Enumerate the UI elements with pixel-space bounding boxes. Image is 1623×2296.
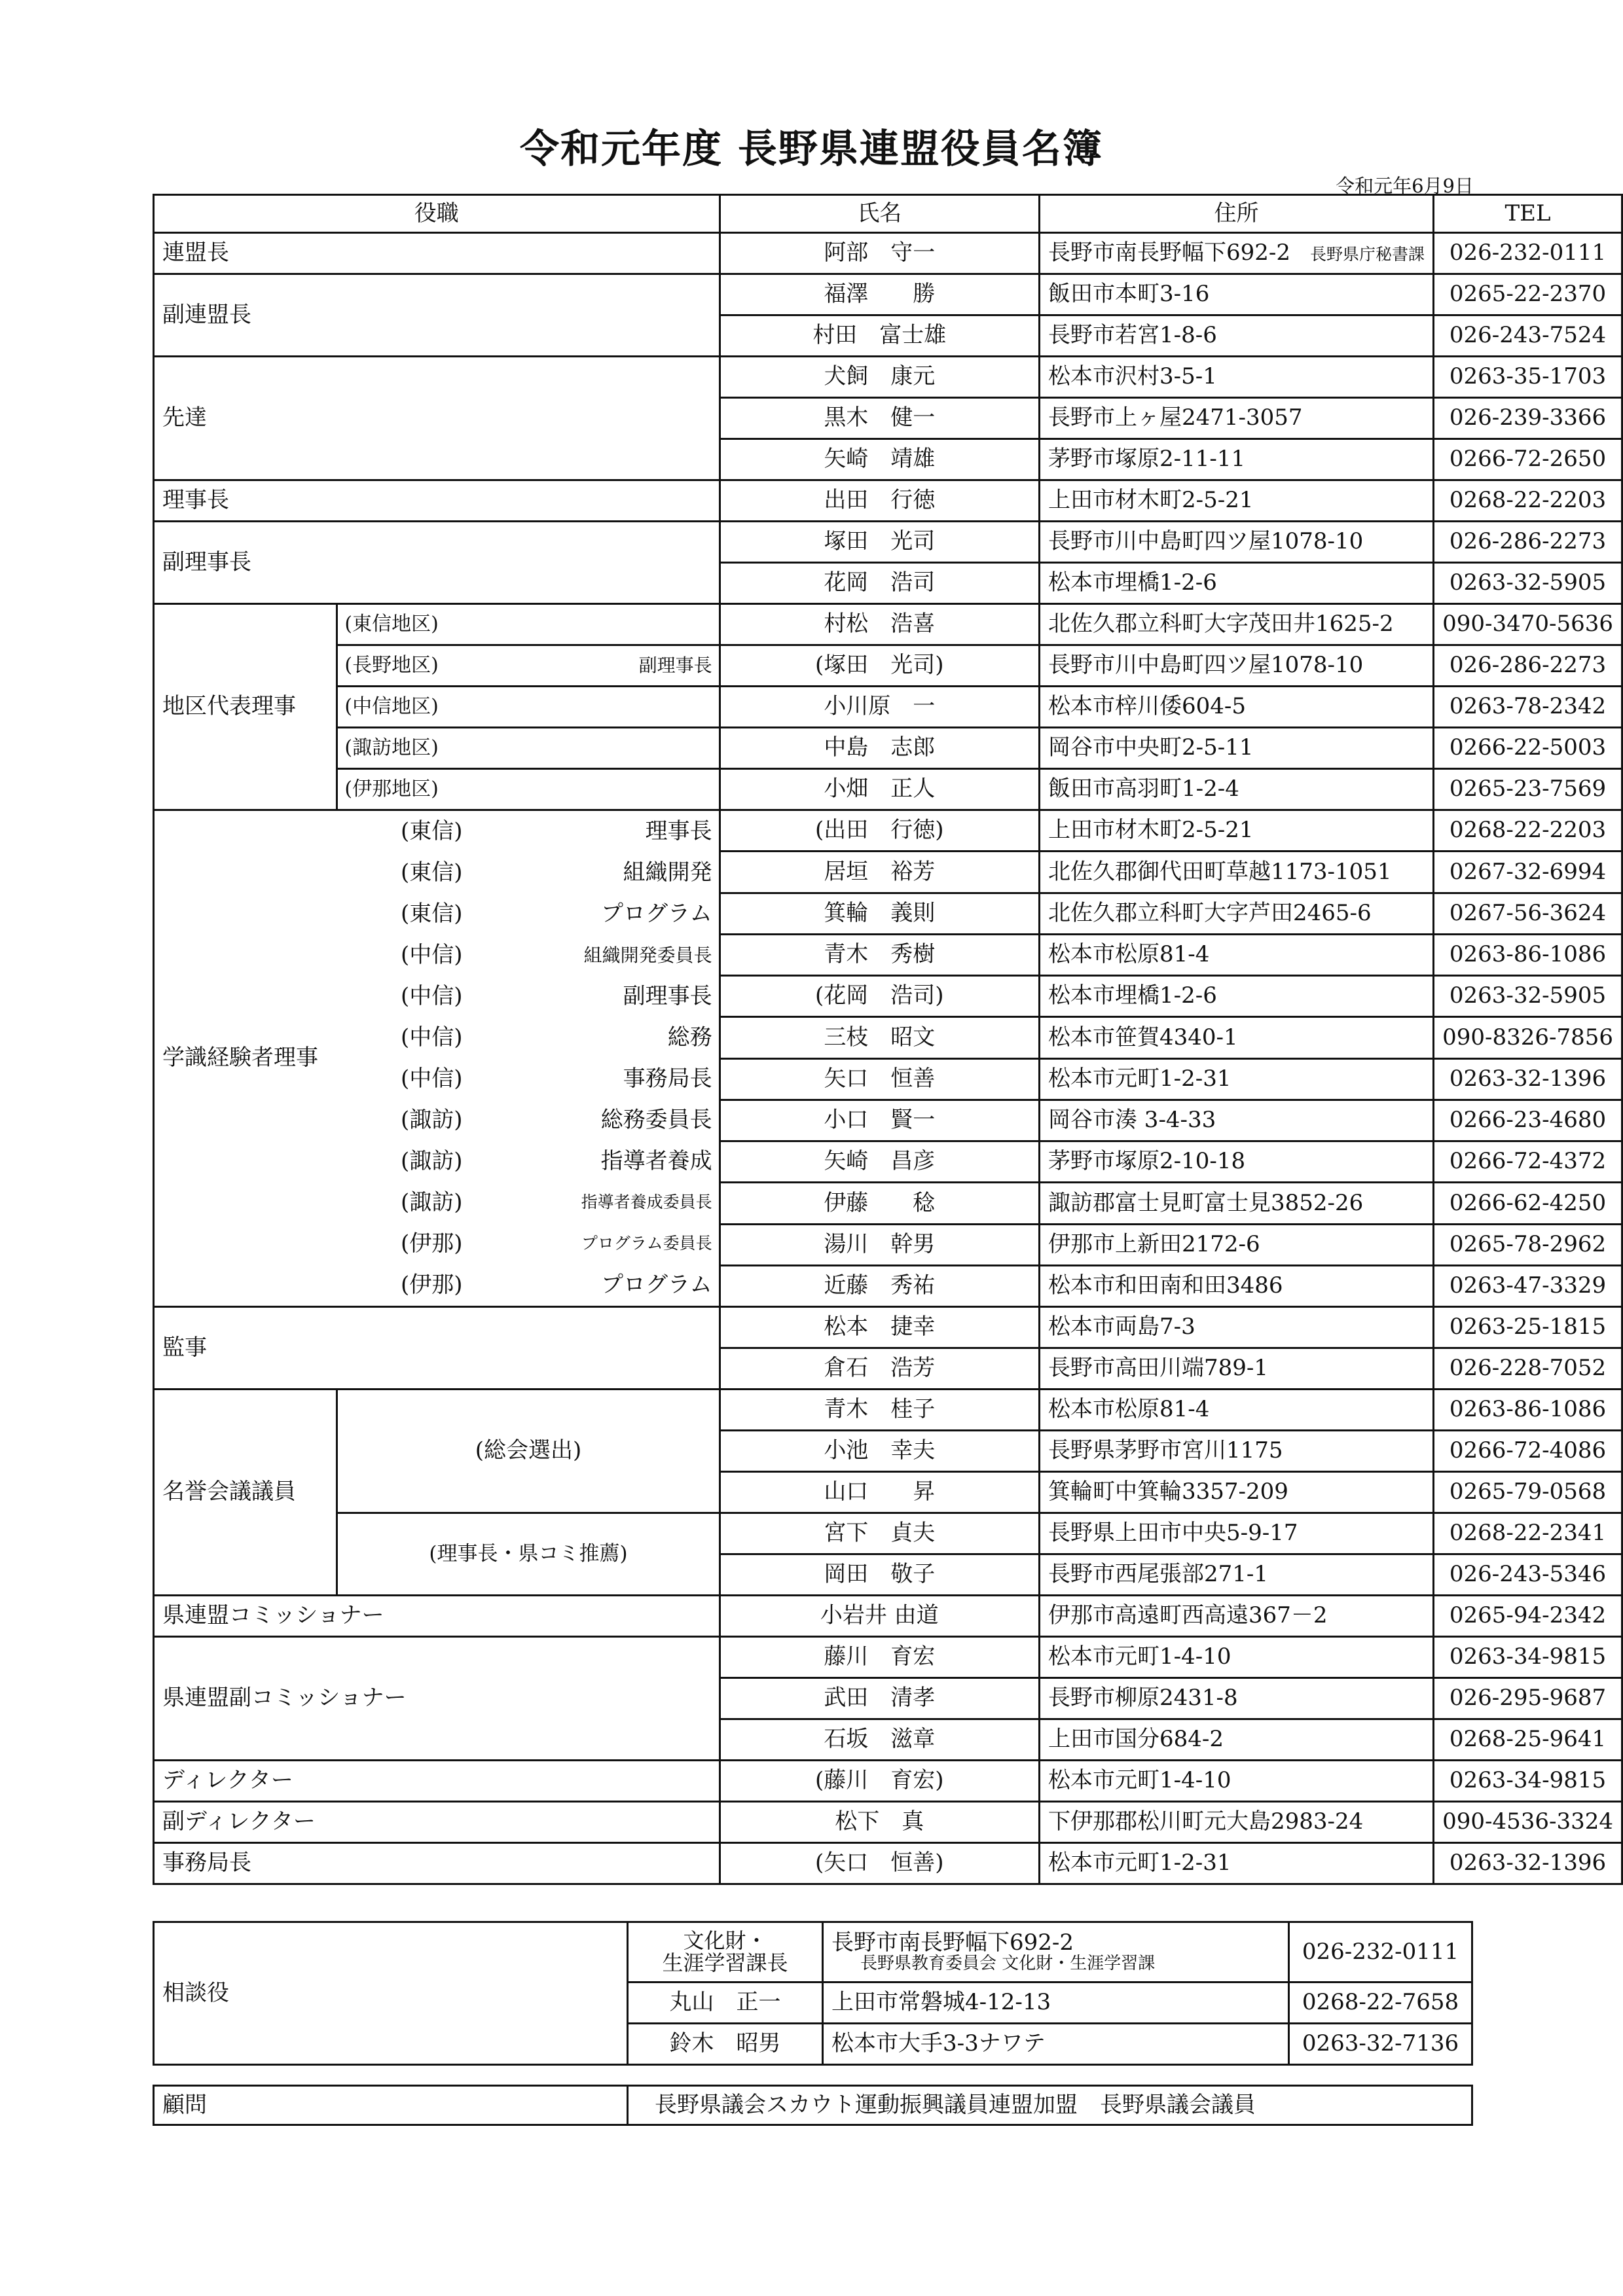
list-item xyxy=(359,893,719,935)
table-row xyxy=(154,233,1622,274)
tel-cell: 0265-22-2370 xyxy=(1434,274,1622,315)
academic-role-cell xyxy=(154,810,720,1307)
list-item xyxy=(359,1058,719,1100)
name-cell: 鈴木 昭男 xyxy=(628,2024,823,2065)
name-cell: 小川原 一 xyxy=(720,687,1039,728)
name-cell: 出田 行徳 xyxy=(720,480,1039,522)
address-cell: 長野市川中島町四ツ屋1078-10 xyxy=(1040,645,1434,687)
header-address: 住所 xyxy=(1040,195,1434,233)
position-label: プログラム委員長 xyxy=(581,1234,712,1253)
address-note: 長野県教育委員会 文化財・生涯学習課 xyxy=(860,1953,1156,1973)
address-cell: 長野市川中島町四ツ屋1078-10 xyxy=(1040,522,1434,563)
district-label: (東信地区) xyxy=(344,613,439,636)
tel-cell: 0263-86-1086 xyxy=(1434,934,1622,975)
name-cell: 近藤 秀祐 xyxy=(720,1265,1039,1306)
list-item xyxy=(359,1100,719,1141)
table-row xyxy=(154,357,1622,398)
table-row xyxy=(154,769,1622,810)
page-title: 令和元年度 長野県連盟役員名簿 xyxy=(520,126,1103,172)
address-cell: 長野県上田市中央5-9-17 xyxy=(1040,1513,1434,1554)
name-cell: 村田 富士雄 xyxy=(720,315,1039,357)
tel-cell: 0268-22-2341 xyxy=(1434,1513,1622,1554)
name-cell: 箕輪 義則 xyxy=(720,893,1039,934)
address-cell: 松本市元町1-2-31 xyxy=(1040,1058,1434,1100)
role-label: 地区代表理事 xyxy=(154,604,337,810)
name-cell: 文化財・ 生涯学習課長 xyxy=(628,1922,823,1982)
address-cell: 上田市常磐城4-12-13 xyxy=(823,1982,1289,2024)
address-cell: 茅野市塚原2-11-11 xyxy=(1040,439,1434,480)
role-label: 理事長 xyxy=(154,480,720,522)
tel-cell: 090-3470-5636 xyxy=(1434,604,1622,645)
address-cell: 松本市埋橋1-2-6 xyxy=(1040,563,1434,604)
table-row xyxy=(154,728,1622,769)
name-cell: 花岡 浩司 xyxy=(720,563,1039,604)
address-cell: 上田市材木町2-5-21 xyxy=(1040,810,1434,852)
name-cell: 矢崎 昌彦 xyxy=(720,1141,1039,1183)
name-cell: 阿部 守一 xyxy=(720,233,1039,274)
position-label: 副理事長 xyxy=(623,982,712,1009)
table-row xyxy=(154,2086,1472,2125)
name-cell: 青木 秀樹 xyxy=(720,934,1039,975)
tel-cell: 0263-78-2342 xyxy=(1434,687,1622,728)
address-cell: 北佐久郡立科町大字茂田井1625-2 xyxy=(1040,604,1434,645)
table-row xyxy=(154,1802,1622,1843)
address-cell: 松本市梓川倭604-5 xyxy=(1040,687,1434,728)
tel-cell: 0265-94-2342 xyxy=(1434,1596,1622,1637)
list-item xyxy=(359,935,719,976)
list-item xyxy=(359,1182,719,1223)
position-label: 総務委員長 xyxy=(600,1106,712,1133)
address-cell: 松本市沢村3-5-1 xyxy=(1040,357,1434,398)
role-label: 監事 xyxy=(154,1307,720,1390)
district-cell xyxy=(337,604,720,645)
academic-subrole-list xyxy=(359,811,719,1306)
tel-cell: 026-239-3366 xyxy=(1434,398,1622,439)
tel-cell: 0265-79-0568 xyxy=(1434,1472,1622,1513)
address-cell: 伊那市高遠町西高遠367－2 xyxy=(1040,1596,1434,1637)
table-row xyxy=(154,522,1622,563)
name-cell: 福澤 勝 xyxy=(720,274,1039,315)
district-cell xyxy=(337,769,720,810)
position-label: プログラム xyxy=(600,1271,712,1298)
table-row xyxy=(154,1596,1622,1637)
name-cell: 丸山 正一 xyxy=(628,1982,823,2024)
position-label: 理事長 xyxy=(645,817,712,844)
table-row xyxy=(154,1637,1622,1678)
tel-cell: 026-286-2273 xyxy=(1434,522,1622,563)
position-label: 組織開発委員長 xyxy=(583,944,712,966)
tel-cell: 090-8326-7856 xyxy=(1434,1017,1622,1058)
tel-cell: 0266-22-5003 xyxy=(1434,728,1622,769)
address-text: 長野市南長野幅下692-2 xyxy=(831,1929,1074,1956)
position-label: 指導者養成委員長 xyxy=(581,1193,712,1212)
name-cell: 小岩井 由道 xyxy=(720,1596,1039,1637)
district-label: (伊那地区) xyxy=(344,778,439,801)
district-label: (東信) xyxy=(401,817,463,844)
role-label: 副ディレクター xyxy=(154,1802,720,1843)
role-label: 顧問 xyxy=(154,2086,628,2125)
role-label: 県連盟副コミッショナー xyxy=(154,1637,720,1761)
tel-cell: 0266-72-4372 xyxy=(1434,1141,1622,1183)
address-cell: 松本市松原81-4 xyxy=(1040,934,1434,975)
tel-cell: 0263-32-7136 xyxy=(1289,2024,1472,2065)
role-label: 副理事長 xyxy=(154,522,720,604)
role-label: 事務局長 xyxy=(154,1843,720,1884)
tel-cell: 0267-56-3624 xyxy=(1434,893,1622,934)
name-cell: (花岡 浩司) xyxy=(720,976,1039,1017)
name-cell: 塚田 光司 xyxy=(720,522,1039,563)
name-cell: 青木 桂子 xyxy=(720,1390,1039,1431)
district-label: (伊那) xyxy=(401,1230,463,1257)
address-cell: 松本市和田南和田3486 xyxy=(1040,1265,1434,1306)
tel-cell: 0266-72-2650 xyxy=(1434,439,1622,480)
name-cell: 山口 昇 xyxy=(720,1472,1039,1513)
address-cell: 箕輪町中箕輪3357-209 xyxy=(1040,1472,1434,1513)
district-label: (諏訪) xyxy=(401,1189,463,1215)
komon-table xyxy=(153,2085,1473,2126)
district-label: (中信地区) xyxy=(344,695,439,719)
tel-cell: 0268-25-9641 xyxy=(1434,1719,1622,1761)
name-cell: 湯川 幹男 xyxy=(720,1224,1039,1265)
tel-cell: 026-228-7052 xyxy=(1434,1348,1622,1390)
name-cell: 武田 清孝 xyxy=(720,1678,1039,1719)
tel-cell: 0263-32-1396 xyxy=(1434,1058,1622,1100)
name-cell: 宮下 貞夫 xyxy=(720,1513,1039,1554)
table-row xyxy=(154,645,1622,687)
address-cell: 松本市両島7-3 xyxy=(1040,1307,1434,1348)
table-row xyxy=(154,1307,1622,1348)
tel-cell: 026-243-5346 xyxy=(1434,1554,1622,1596)
table-row xyxy=(154,1390,1622,1431)
tel-cell: 026-232-0111 xyxy=(1434,233,1622,274)
address-note: 長野県庁秘書課 xyxy=(1310,245,1425,264)
tel-cell: 0263-25-1815 xyxy=(1434,1307,1622,1348)
tel-cell: 0263-34-9815 xyxy=(1434,1637,1622,1678)
header-tel: TEL xyxy=(1434,195,1622,233)
role-label: 副連盟長 xyxy=(154,274,720,357)
address-cell: 長野市若宮1-8-6 xyxy=(1040,315,1434,357)
address-cell: 長野市上ヶ屋2471-3057 xyxy=(1040,398,1434,439)
name-cell: 三枝 昭文 xyxy=(720,1017,1039,1058)
role-label: 先達 xyxy=(154,357,720,480)
address-cell: 上田市材木町2-5-21 xyxy=(1040,480,1434,522)
role-label: 連盟長 xyxy=(154,233,720,274)
tel-cell: 0267-32-6994 xyxy=(1434,852,1622,893)
district-label: (中信) xyxy=(401,1024,463,1050)
name-cell: 石坂 滋章 xyxy=(720,1719,1039,1761)
name-cell: 岡田 敬子 xyxy=(720,1554,1039,1596)
table-row xyxy=(154,810,1622,852)
officer-table xyxy=(153,194,1623,1885)
table-header-row xyxy=(154,195,1622,233)
name-cell: 黒木 健一 xyxy=(720,398,1039,439)
address-cell: 諏訪郡富士見町富士見3852-26 xyxy=(1040,1183,1434,1224)
tel-cell: 0265-78-2962 xyxy=(1434,1224,1622,1265)
tel-cell: 0268-22-7658 xyxy=(1289,1982,1472,2024)
table-row xyxy=(154,604,1622,645)
tel-cell: 0263-34-9815 xyxy=(1434,1761,1622,1802)
district-label: (東信) xyxy=(401,900,463,927)
role-label: 名誉会議議員 xyxy=(154,1390,337,1596)
name-cell: (出田 行徳) xyxy=(720,810,1039,852)
district-label: (東信) xyxy=(401,859,463,886)
address-cell: 長野県茅野市宮川1175 xyxy=(1040,1431,1434,1472)
district-label: (諏訪) xyxy=(401,1106,463,1133)
address-cell: 北佐久郡御代田町草越1173-1051 xyxy=(1040,852,1434,893)
list-item xyxy=(359,1017,719,1058)
name-cell: 藤川 育宏 xyxy=(720,1637,1039,1678)
address-cell: 松本市元町1-2-31 xyxy=(1040,1843,1434,1884)
address-cell: 北佐久郡立科町大字芦田2465-6 xyxy=(1040,893,1434,934)
address-cell xyxy=(1040,233,1434,274)
tel-cell: 0263-32-5905 xyxy=(1434,976,1622,1017)
address-cell: 松本市埋橋1-2-6 xyxy=(1040,976,1434,1017)
name-cell: 矢口 恒善 xyxy=(720,1058,1039,1100)
role-label: 学識経験者理事 xyxy=(162,1045,318,1071)
komon-description: 長野県議会スカウト運動振興議員連盟加盟 長野県議会議員 xyxy=(628,2086,1472,2125)
district-label: (諏訪) xyxy=(401,1147,463,1174)
district-label: (長野地区) xyxy=(344,654,439,677)
table-row xyxy=(154,1761,1622,1802)
address-cell: 松本市元町1-4-10 xyxy=(1040,1637,1434,1678)
list-item xyxy=(359,852,719,893)
tel-cell: 026-286-2273 xyxy=(1434,645,1622,687)
header-role: 役職 xyxy=(154,195,720,233)
address-cell: 松本市元町1-4-10 xyxy=(1040,1761,1434,1802)
role-label: 相談役 xyxy=(154,1922,628,2065)
address-text: 長野市南長野幅下692-2 xyxy=(1048,240,1291,266)
table-row xyxy=(154,1843,1622,1884)
tel-cell: 0265-23-7569 xyxy=(1434,769,1622,810)
district-label: (中信) xyxy=(401,941,463,968)
name-cell: 村松 浩喜 xyxy=(720,604,1039,645)
address-cell xyxy=(823,1922,1289,1982)
table-row xyxy=(154,1922,1472,1982)
name-cell: 小畑 正人 xyxy=(720,769,1039,810)
address-cell: 松本市大手3-3ナワテ xyxy=(823,2024,1289,2065)
selection-label: (理事長・県コミ推薦) xyxy=(337,1513,720,1596)
role-label: 県連盟コミッショナー xyxy=(154,1596,720,1637)
name-cell: 小池 幸夫 xyxy=(720,1431,1039,1472)
selection-label: (総会選出) xyxy=(337,1390,720,1513)
list-item xyxy=(359,1223,719,1265)
tel-cell: 0263-86-1086 xyxy=(1434,1390,1622,1431)
district-cell xyxy=(337,687,720,728)
address-cell: 下伊那郡松川町元大島2983-24 xyxy=(1040,1802,1434,1843)
address-cell: 長野市西尾張部271-1 xyxy=(1040,1554,1434,1596)
tel-cell: 0266-23-4680 xyxy=(1434,1100,1622,1141)
district-label: (伊那) xyxy=(401,1271,463,1298)
position-label: プログラム xyxy=(600,900,712,927)
advisor-table xyxy=(153,1921,1473,2066)
address-cell: 松本市松原81-4 xyxy=(1040,1390,1434,1431)
list-item xyxy=(359,1265,719,1306)
name-cell: 矢崎 靖雄 xyxy=(720,439,1039,480)
tel-cell: 0263-32-1396 xyxy=(1434,1843,1622,1884)
table-row xyxy=(154,274,1622,315)
address-cell: 伊那市上新田2172-6 xyxy=(1040,1224,1434,1265)
district-cell xyxy=(337,645,720,687)
name-cell: 犬飼 康元 xyxy=(720,357,1039,398)
address-cell: 長野市高田川端789-1 xyxy=(1040,1348,1434,1390)
name-cell: (矢口 恒善) xyxy=(720,1843,1039,1884)
list-item xyxy=(359,811,719,852)
tel-cell: 0268-22-2203 xyxy=(1434,810,1622,852)
position-label: 事務局長 xyxy=(623,1065,712,1092)
position-label: 副理事長 xyxy=(638,655,712,677)
tel-cell: 0263-47-3329 xyxy=(1434,1265,1622,1306)
list-item xyxy=(359,1141,719,1182)
tel-cell: 0266-62-4250 xyxy=(1434,1183,1622,1224)
tel-cell: 026-232-0111 xyxy=(1289,1922,1472,1982)
tel-cell: 026-243-7524 xyxy=(1434,315,1622,357)
tel-cell: 0268-22-2203 xyxy=(1434,480,1622,522)
district-label: (中信) xyxy=(401,982,463,1009)
name-cell: (塚田 光司) xyxy=(720,645,1039,687)
address-cell: 飯田市本町3-16 xyxy=(1040,274,1434,315)
name-cell: 松本 捷幸 xyxy=(720,1307,1039,1348)
header-name: 氏名 xyxy=(720,195,1039,233)
tel-cell: 0263-32-5905 xyxy=(1434,563,1622,604)
position-label: 総務 xyxy=(667,1024,712,1050)
district-cell xyxy=(337,728,720,769)
district-label: (中信) xyxy=(401,1065,463,1092)
position-label: 指導者養成 xyxy=(600,1147,712,1174)
document-date: 令和元年6月9日 xyxy=(1336,175,1474,197)
address-cell: 上田市国分684-2 xyxy=(1040,1719,1434,1761)
name-cell: 倉石 浩芳 xyxy=(720,1348,1039,1390)
role-label: ディレクター xyxy=(154,1761,720,1802)
tel-cell: 090-4536-3324 xyxy=(1434,1802,1622,1843)
district-label: (諏訪地区) xyxy=(344,736,439,760)
name-cell: 中島 志郎 xyxy=(720,728,1039,769)
name-cell: 居垣 裕芳 xyxy=(720,852,1039,893)
table-row xyxy=(154,687,1622,728)
position-label: 組織開発 xyxy=(623,859,712,886)
table-row xyxy=(154,480,1622,522)
list-item xyxy=(359,976,719,1017)
address-cell: 長野市柳原2431-8 xyxy=(1040,1678,1434,1719)
address-cell: 岡谷市中央町2-5-11 xyxy=(1040,728,1434,769)
address-cell: 松本市笹賀4340-1 xyxy=(1040,1017,1434,1058)
tel-cell: 0263-35-1703 xyxy=(1434,357,1622,398)
name-cell: 伊藤 稔 xyxy=(720,1183,1039,1224)
address-cell: 茅野市塚原2-10-18 xyxy=(1040,1141,1434,1183)
tel-cell: 0266-72-4086 xyxy=(1434,1431,1622,1472)
table-row xyxy=(154,1513,1622,1554)
name-cell: (藤川 育宏) xyxy=(720,1761,1039,1802)
name-cell: 松下 真 xyxy=(720,1802,1039,1843)
address-cell: 岡谷市湊 3-4-33 xyxy=(1040,1100,1434,1141)
tel-cell: 026-295-9687 xyxy=(1434,1678,1622,1719)
address-cell: 飯田市高羽町1-2-4 xyxy=(1040,769,1434,810)
name-cell: 小口 賢一 xyxy=(720,1100,1039,1141)
